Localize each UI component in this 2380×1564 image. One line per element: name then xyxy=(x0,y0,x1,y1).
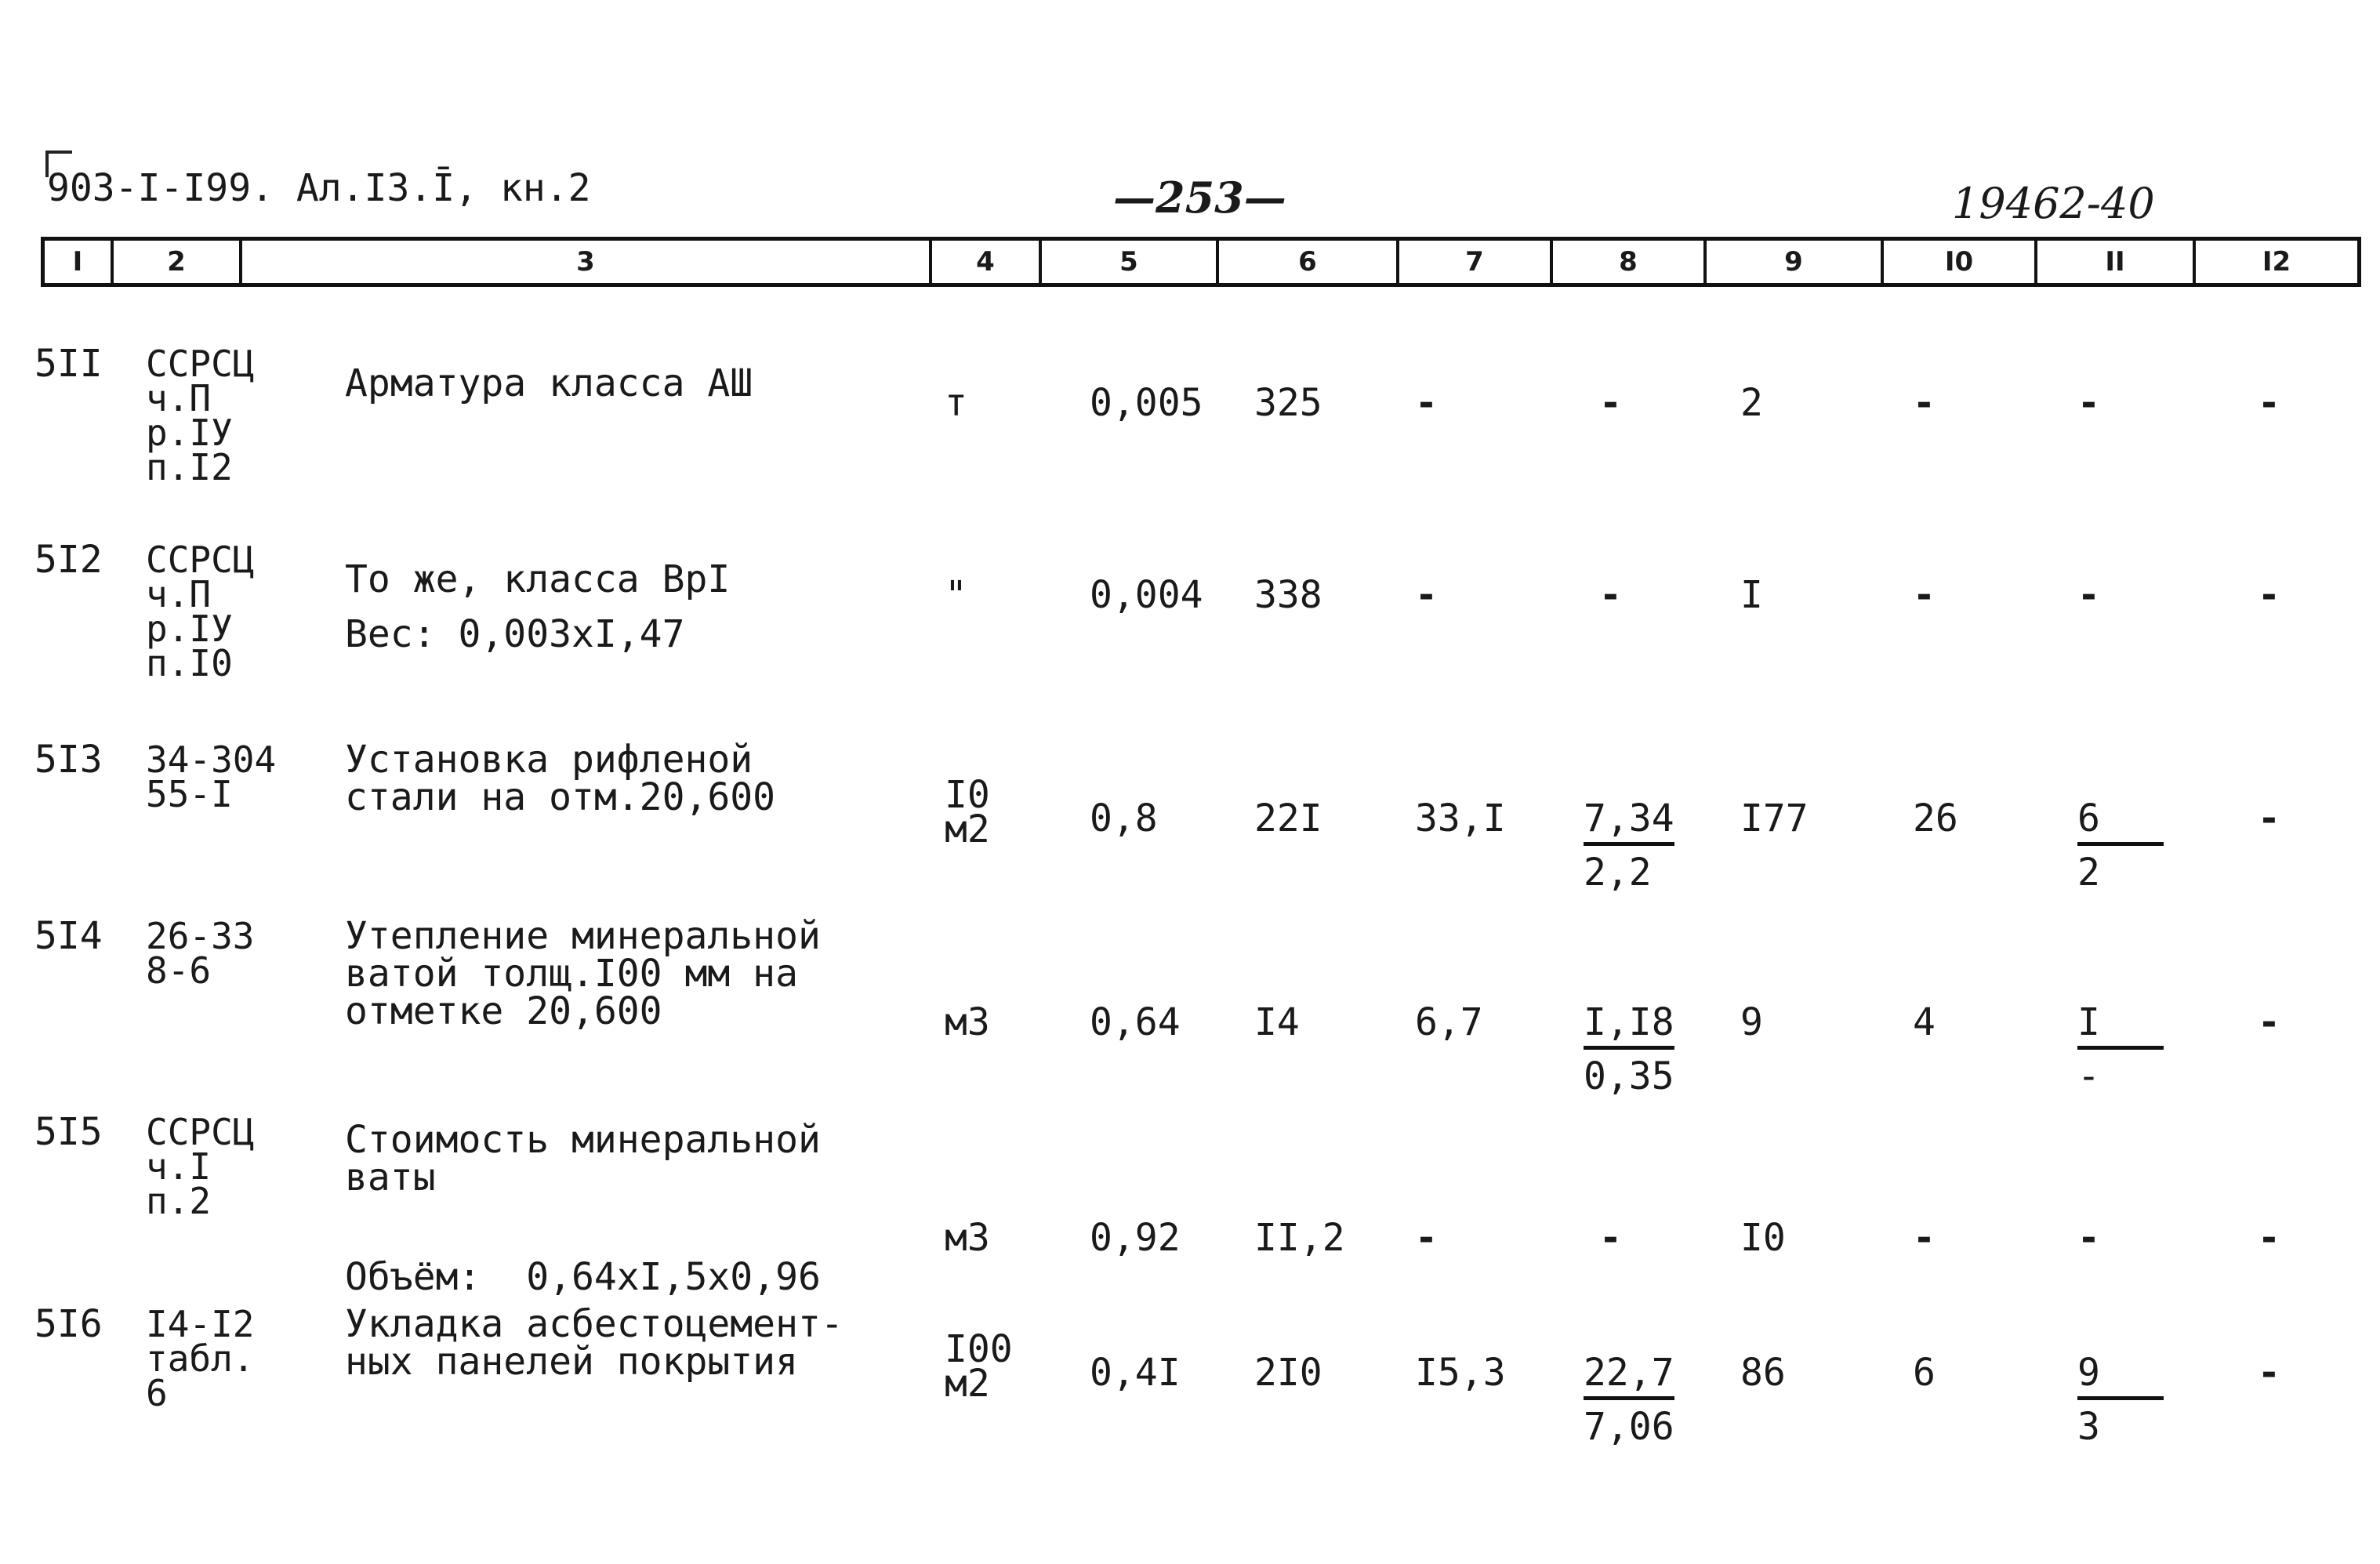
unit-cost-value: 338 xyxy=(1254,573,1322,617)
unit-of-measure: м3 xyxy=(945,1000,990,1044)
column-8-fraction xyxy=(1584,1351,1674,1449)
column-12-value: - xyxy=(2258,797,2280,840)
fraction-denominator: 0,35 xyxy=(1584,1054,1674,1098)
norm-reference: ч.I xyxy=(146,1145,212,1188)
norm-reference: ССРСЦ xyxy=(146,1111,255,1153)
column-8-value: - xyxy=(1599,1216,1622,1260)
column-12-value: - xyxy=(2258,1000,2280,1044)
calculation-note: Вес: 0,003хI,47 xyxy=(345,612,685,656)
column-8-fraction xyxy=(1584,1000,1674,1098)
column-header: 4 xyxy=(932,241,1042,283)
fraction-numerator: 22,7 xyxy=(1584,1354,1674,1400)
work-description: Стоимость минеральной xyxy=(345,1118,821,1162)
norm-reference: табл. xyxy=(146,1337,255,1380)
norm-reference: р.IУ xyxy=(146,608,233,650)
norm-reference: 26-33 xyxy=(146,915,255,957)
column-header: 2 xyxy=(114,241,242,283)
work-description: Утепление минеральной xyxy=(345,914,821,958)
column-header-bar xyxy=(41,237,2361,287)
column-10-value: 4 xyxy=(1913,1000,1936,1044)
column-9-value: 86 xyxy=(1740,1351,1786,1395)
column-9-value: I77 xyxy=(1740,797,1809,840)
row-number: 5I2 xyxy=(34,538,103,582)
norm-reference: р.IУ xyxy=(146,412,233,454)
unit-of-measure: " xyxy=(945,573,967,617)
column-12-value: - xyxy=(2258,381,2280,425)
column-11-value: - xyxy=(2077,381,2100,425)
column-9-value: I0 xyxy=(1740,1216,1786,1260)
column-10-value: - xyxy=(1913,381,1936,425)
unit-cost-value: 2I0 xyxy=(1254,1351,1322,1395)
fraction-denominator: 2,2 xyxy=(1584,851,1652,894)
column-8-value: - xyxy=(1599,381,1622,425)
column-header: 6 xyxy=(1219,241,1399,283)
unit-of-measure: I0 xyxy=(945,773,990,817)
norm-reference: 6 xyxy=(146,1372,168,1414)
column-7-value: - xyxy=(1415,573,1438,617)
row-number: 5II xyxy=(34,342,103,386)
fraction-numerator: 6 xyxy=(2077,800,2164,846)
column-7-value: 6,7 xyxy=(1415,1000,1483,1044)
row-number: 5I3 xyxy=(34,738,103,782)
norm-reference: ССРСЦ xyxy=(146,539,255,581)
handwritten-stamp: 19462-40 xyxy=(1952,179,2155,228)
unit-of-measure: м2 xyxy=(945,807,990,851)
work-description: отметке 20,600 xyxy=(345,989,662,1033)
column-11-fraction xyxy=(2077,797,2164,894)
quantity-value: 0,005 xyxy=(1090,381,1203,425)
unit-cost-value: 22I xyxy=(1254,797,1322,840)
work-description: стали на отм.20,600 xyxy=(345,775,776,819)
quantity-value: 0,92 xyxy=(1090,1216,1181,1260)
unit-cost-value: I4 xyxy=(1254,1000,1300,1044)
column-8-value: - xyxy=(1599,573,1622,617)
norm-reference: ч.П xyxy=(146,573,212,615)
column-7-value: 33,I xyxy=(1415,797,1506,840)
column-12-value: - xyxy=(2258,573,2280,617)
quantity-value: 0,004 xyxy=(1090,573,1203,617)
quantity-value: 0,4I xyxy=(1090,1351,1181,1395)
column-10-value: 6 xyxy=(1913,1351,1936,1395)
column-10-value: - xyxy=(1913,573,1936,617)
column-9-value: 9 xyxy=(1740,1000,1763,1044)
norm-reference: 8-6 xyxy=(146,949,212,992)
fraction-numerator: I,I8 xyxy=(1584,1003,1674,1050)
unit-of-measure: I00 xyxy=(945,1327,1013,1371)
norm-reference: п.I2 xyxy=(146,446,233,488)
work-description: ных панелей покрытия xyxy=(345,1340,798,1384)
fraction-numerator: I xyxy=(2077,1003,2164,1050)
unit-cost-value: 325 xyxy=(1254,381,1322,425)
page-number: —253— xyxy=(1113,172,1286,223)
work-description: Установка рифленой xyxy=(345,738,753,782)
column-10-value: 26 xyxy=(1913,797,1958,840)
norm-reference: ССРСЦ xyxy=(146,343,255,385)
unit-of-measure: т xyxy=(945,381,967,425)
column-header: 9 xyxy=(1707,241,1884,283)
column-12-value: - xyxy=(2258,1351,2280,1395)
row-number: 5I6 xyxy=(34,1302,103,1346)
work-description: То же, класса ВрI xyxy=(345,557,731,601)
column-header: 7 xyxy=(1399,241,1553,283)
column-header: I xyxy=(45,241,114,283)
column-7-value: - xyxy=(1415,1216,1438,1260)
column-header: I2 xyxy=(2262,246,2291,278)
column-11-value: - xyxy=(2077,573,2100,617)
column-header: II xyxy=(2037,241,2196,283)
column-11-fraction xyxy=(2077,1000,2164,1098)
column-9-value: 2 xyxy=(1740,381,1763,425)
column-header: 8 xyxy=(1553,241,1707,283)
unit-cost-value: II,2 xyxy=(1254,1216,1345,1260)
norm-reference: 34-304 xyxy=(146,738,277,781)
column-10-value: - xyxy=(1913,1216,1936,1260)
quantity-value: 0,64 xyxy=(1090,1000,1181,1044)
work-description: Укладка асбестоцемент- xyxy=(345,1302,844,1346)
fraction-numerator: 9 xyxy=(2077,1354,2164,1400)
column-header: 3 xyxy=(242,241,932,283)
column-12-value: - xyxy=(2258,1216,2280,1260)
column-8-fraction xyxy=(1584,797,1674,894)
norm-reference: I4-I2 xyxy=(146,1303,255,1345)
column-11-fraction xyxy=(2077,1351,2164,1449)
document-code: 903-I-I99. Ал.I3.Ī, кн.2 xyxy=(47,166,591,210)
work-description: ватой толщ.I00 мм на xyxy=(345,952,798,996)
column-7-value: I5,3 xyxy=(1415,1351,1506,1395)
fraction-denominator: 7,06 xyxy=(1584,1405,1674,1449)
norm-reference: п.I0 xyxy=(146,642,233,684)
norm-reference: 55-I xyxy=(146,773,233,815)
fraction-denominator: 2 xyxy=(2077,851,2100,894)
norm-reference: п.2 xyxy=(146,1180,212,1222)
column-header: I0 xyxy=(1884,241,2037,283)
work-description: Арматура класса АШ xyxy=(345,361,753,405)
column-header: 5 xyxy=(1042,241,1219,283)
work-description: ваты xyxy=(345,1156,436,1199)
norm-reference: ч.П xyxy=(146,377,212,419)
quantity-value: 0,8 xyxy=(1090,797,1158,840)
column-11-value: - xyxy=(2077,1216,2100,1260)
unit-of-measure: м3 xyxy=(945,1216,990,1260)
calculation-note: Объём: 0,64хI,5х0,96 xyxy=(345,1255,821,1299)
fraction-numerator: 7,34 xyxy=(1584,800,1674,846)
row-number: 5I4 xyxy=(34,914,103,958)
column-7-value: - xyxy=(1415,381,1438,425)
column-9-value: I xyxy=(1740,573,1763,617)
fraction-denominator: - xyxy=(2077,1054,2100,1098)
unit-of-measure: м2 xyxy=(945,1362,990,1406)
row-number: 5I5 xyxy=(34,1110,103,1154)
fraction-denominator: 3 xyxy=(2077,1405,2100,1449)
